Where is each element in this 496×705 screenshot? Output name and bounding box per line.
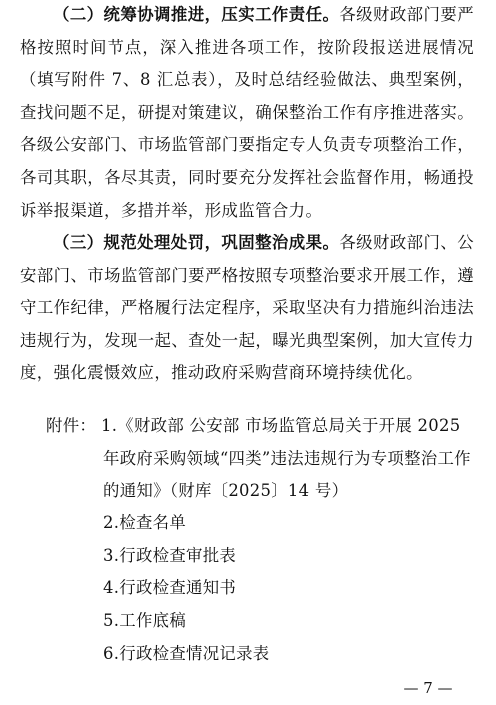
attachment-item [103, 605, 186, 638]
attachment-number: 1. [101, 416, 118, 435]
attachments-label: 附件： [46, 416, 97, 435]
attachment-title: 行政检查通知书 [119, 578, 237, 597]
attachment-title: 工作底稿 [119, 611, 187, 630]
attachment-item [103, 507, 186, 540]
paragraph-penalties [20, 227, 474, 390]
paragraph-coordination [20, 0, 474, 227]
attachment-item [103, 572, 236, 605]
attachment-title: 《财政部 公安部 市场监管总局关于开展 2025 年政府采购领域“四类”违法违规行为专项整治工作的通知》（财库〔2025〕14 号） [103, 416, 471, 501]
attachment-number: 2. [103, 513, 120, 532]
attachment-title: 检查名单 [119, 513, 187, 532]
attachment-item [103, 638, 269, 671]
attachment-number: 5. [103, 611, 120, 630]
attachment-number: 6. [103, 644, 120, 663]
attachment-item [103, 540, 236, 573]
paragraph-body: 各级财政部门要严格按照时间节点，深入推进各项工作，按阶段报送进展情况（填写附件 7、8 汇总表），及时总结经验做法、典型案例，查找问题不足，研提对策建议，确保整治工作有序推进落实。各级公安部门、市场监管部门要指定专人负责专项整治工作，各司其职，各尽其责，同时要充分发挥社会监督作用，畅通投诉举报渠道，多措并举，形成监管合力。 [20, 5, 474, 220]
attachment-item [103, 410, 476, 508]
page-number: — 7 — [403, 679, 453, 697]
attachment-number: 4. [103, 578, 120, 597]
paragraph-heading: （二）统筹协调推进，压实工作责任。 [53, 5, 340, 24]
paragraph-heading: （三）规范处理处罚，巩固整治成果。 [53, 233, 340, 252]
paragraph-body: 各级财政部门、公安部门、市场监管部门要严格按照专项整治要求开展工作，遵守工作纪律，严格履行法定程序，采取坚决有力措施纠治违法违规行为，发现一起、查处一起，曝光典型案例，加大宣传力度，强化震慑效应，推动政府采购营商环境持续优化。 [20, 233, 474, 383]
attachment-title: 行政检查情况记录表 [119, 644, 270, 663]
attachment-title: 行政检查审批表 [119, 546, 237, 565]
attachment-number: 3. [103, 546, 120, 565]
